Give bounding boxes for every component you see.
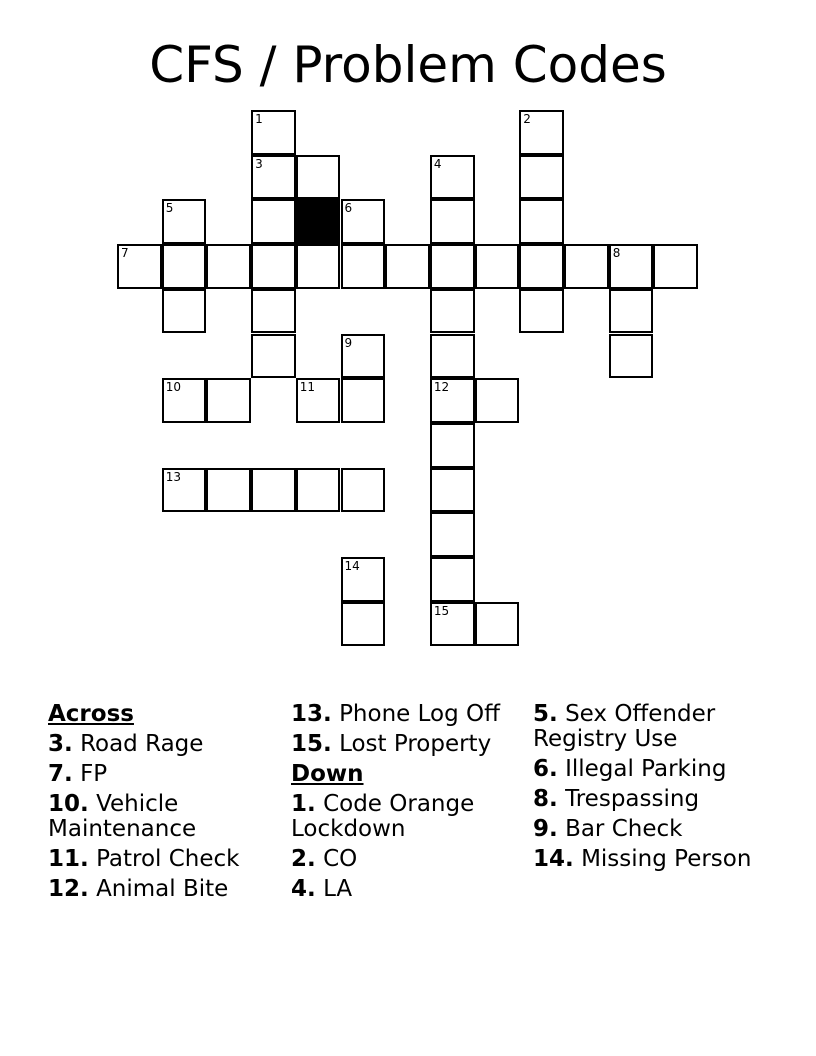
clues-column-1 bbox=[48, 702, 278, 907]
clue-item bbox=[291, 732, 526, 757]
grid-cell[interactable] bbox=[206, 244, 251, 289]
clue-text: CO bbox=[323, 846, 358, 872]
grid-cell[interactable] bbox=[251, 289, 296, 334]
clue-text: Trespassing bbox=[565, 786, 700, 812]
clue-item bbox=[533, 787, 768, 812]
clue-number: 3 bbox=[255, 156, 263, 171]
clue-text: Bar Check bbox=[565, 816, 683, 842]
grid-cell[interactable] bbox=[251, 199, 296, 244]
grid-cell[interactable] bbox=[430, 199, 475, 244]
clue-number-label: 9. bbox=[533, 816, 558, 842]
grid-cell[interactable] bbox=[341, 199, 386, 244]
grid-cell[interactable] bbox=[519, 110, 564, 155]
grid-cell[interactable] bbox=[430, 334, 475, 379]
clue-number-label: 8. bbox=[533, 786, 558, 812]
grid-cell[interactable] bbox=[519, 289, 564, 334]
clue-number-label: 10. bbox=[48, 791, 89, 817]
clue-number: 13 bbox=[165, 469, 181, 484]
grid-cell[interactable] bbox=[430, 602, 475, 647]
clue-number-label: 12. bbox=[48, 876, 89, 902]
grid-cell[interactable] bbox=[341, 244, 386, 289]
clue-number-label: 5. bbox=[533, 701, 558, 727]
clue-item bbox=[48, 732, 278, 757]
clue-text: Missing Person bbox=[581, 846, 752, 872]
grid-cell[interactable] bbox=[475, 602, 520, 647]
clue-item bbox=[291, 792, 526, 842]
grid-cell[interactable] bbox=[475, 244, 520, 289]
grid-cell[interactable] bbox=[564, 244, 609, 289]
grid-cell[interactable] bbox=[519, 199, 564, 244]
clue-text: Road Rage bbox=[80, 731, 204, 757]
clue-text: LA bbox=[323, 876, 353, 902]
clue-item bbox=[533, 847, 768, 872]
clue-number: 4 bbox=[433, 156, 442, 171]
grid-cell[interactable] bbox=[251, 334, 296, 379]
clue-number-label: 3. bbox=[48, 731, 73, 757]
clue-number: 15 bbox=[433, 603, 450, 618]
grid-cell[interactable] bbox=[341, 378, 386, 423]
clue-number: 8 bbox=[612, 246, 621, 261]
clues-column-3 bbox=[533, 702, 768, 877]
grid-cell[interactable] bbox=[609, 334, 654, 379]
clue-number: 6 bbox=[344, 201, 353, 216]
clue-item bbox=[533, 817, 768, 842]
clue-item bbox=[291, 877, 526, 902]
grid-cell[interactable] bbox=[251, 468, 296, 513]
clue-number-label: 14. bbox=[533, 846, 574, 872]
grid-cell[interactable] bbox=[162, 244, 207, 289]
grid-cell[interactable] bbox=[251, 155, 296, 200]
down-heading: Down bbox=[291, 761, 364, 787]
clue-text: Vehicle Maintenance bbox=[48, 791, 197, 842]
grid-cell[interactable] bbox=[296, 468, 341, 513]
clue-item bbox=[48, 762, 278, 787]
clues-column-2 bbox=[291, 702, 526, 907]
grid-cell[interactable] bbox=[519, 244, 564, 289]
clue-number-label: 2. bbox=[291, 846, 316, 872]
grid-cell[interactable] bbox=[251, 110, 296, 155]
clue-item bbox=[291, 847, 526, 872]
clue-text: FP bbox=[80, 761, 108, 787]
grid-cell[interactable] bbox=[430, 244, 475, 289]
grid-cell[interactable] bbox=[162, 378, 207, 423]
grid-cell[interactable] bbox=[430, 155, 475, 200]
grid-cell[interactable] bbox=[430, 468, 475, 513]
clue-item bbox=[48, 792, 278, 842]
clue-number: 2 bbox=[523, 112, 531, 126]
clue-text: Illegal Parking bbox=[565, 756, 727, 782]
crossword-grid bbox=[118, 111, 744, 648]
clue-number-label: 15. bbox=[291, 731, 332, 757]
clue-number: 9 bbox=[344, 335, 353, 350]
clue-number-label: 1. bbox=[291, 791, 316, 817]
clue-number: 14 bbox=[344, 559, 360, 573]
clue-text: Lost Property bbox=[339, 731, 492, 757]
grid-cell[interactable] bbox=[296, 378, 341, 423]
clue-number: 10 bbox=[165, 380, 181, 395]
clue-item bbox=[48, 877, 278, 902]
clue-number: 5 bbox=[165, 201, 174, 216]
grid-cell[interactable] bbox=[430, 512, 475, 557]
clue-text: Phone Log Off bbox=[339, 701, 500, 727]
across-heading: Across bbox=[48, 701, 134, 727]
grid-cell[interactable] bbox=[430, 557, 475, 602]
grid-cell[interactable] bbox=[341, 334, 386, 379]
clue-number-label: 11. bbox=[48, 846, 89, 872]
clue-number: 12 bbox=[433, 380, 450, 395]
clue-text: Code Orange Lockdown bbox=[291, 791, 475, 842]
grid-cell[interactable] bbox=[341, 468, 386, 513]
grid-cell[interactable] bbox=[519, 155, 564, 200]
clue-text: Patrol Check bbox=[96, 846, 240, 872]
clue-text: Animal Bite bbox=[96, 876, 229, 902]
clue-item bbox=[533, 757, 768, 782]
grid-cell[interactable] bbox=[430, 423, 475, 468]
grid-cell[interactable] bbox=[385, 244, 430, 289]
grid-cell[interactable] bbox=[162, 468, 207, 513]
grid-cell[interactable] bbox=[609, 289, 654, 334]
clue-item bbox=[533, 702, 768, 752]
clue-text: Sex Offender Registry Use bbox=[533, 701, 716, 752]
clue-number: 7 bbox=[121, 246, 129, 261]
clue-item bbox=[48, 847, 278, 872]
grid-cell[interactable] bbox=[162, 289, 207, 334]
clue-number-label: 6. bbox=[533, 756, 558, 782]
clue-number-label: 13. bbox=[291, 701, 332, 727]
clue-number-label: 4. bbox=[291, 876, 316, 902]
grid-cell[interactable] bbox=[341, 602, 386, 647]
grid-cell[interactable] bbox=[341, 557, 386, 602]
grid-cell[interactable] bbox=[251, 244, 296, 289]
clue-number: 11 bbox=[299, 380, 316, 395]
grid-cell[interactable] bbox=[430, 289, 475, 334]
grid-cell[interactable] bbox=[206, 468, 251, 513]
grid-cell[interactable] bbox=[609, 244, 654, 289]
grid-cell[interactable] bbox=[430, 378, 475, 423]
grid-cell[interactable] bbox=[206, 378, 251, 423]
grid-cell[interactable] bbox=[296, 155, 341, 200]
clue-number-label: 7. bbox=[48, 761, 73, 787]
puzzle-title: CFS / Problem Codes bbox=[149, 36, 667, 94]
grid-cell[interactable] bbox=[296, 244, 341, 289]
clue-item bbox=[291, 702, 526, 727]
grid-cell[interactable] bbox=[475, 378, 520, 423]
grid-cell[interactable] bbox=[653, 244, 698, 289]
grid-cell[interactable] bbox=[117, 244, 162, 289]
grid-cell[interactable] bbox=[162, 199, 207, 244]
black-cell bbox=[296, 199, 341, 244]
clue-number: 1 bbox=[255, 112, 263, 126]
